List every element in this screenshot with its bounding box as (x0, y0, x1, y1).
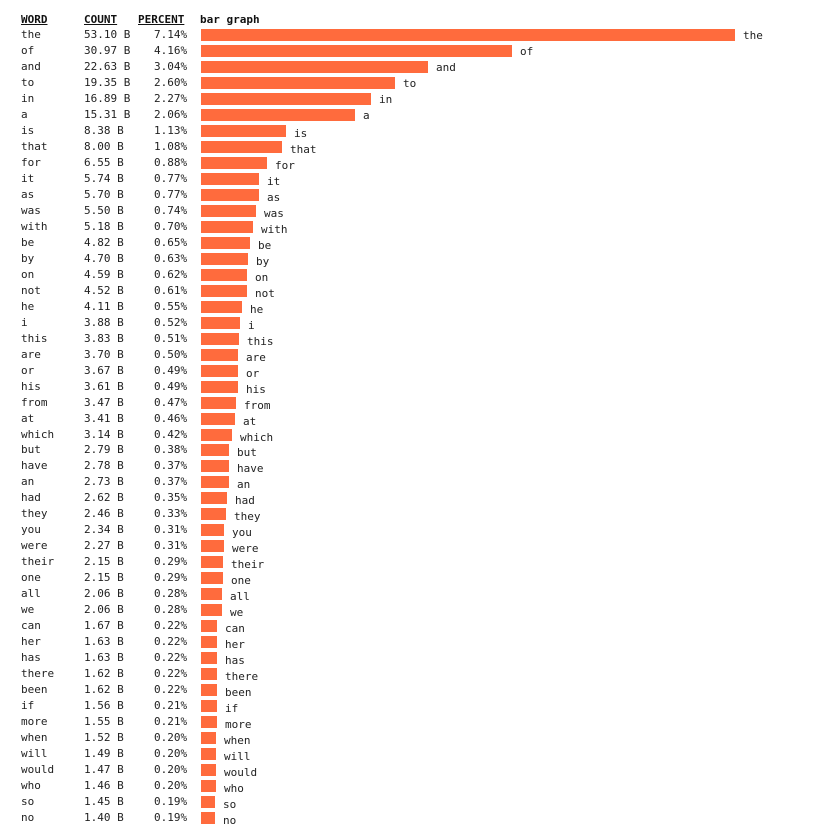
row-percent: 2.60% (154, 76, 188, 89)
row-word: have (21, 459, 48, 472)
row-word: with (21, 220, 48, 233)
bar-label: is (294, 127, 308, 140)
bar-that (201, 141, 282, 153)
row-word: if (21, 699, 35, 712)
bar-label: their (231, 558, 265, 571)
row-count: 3.61 B (84, 380, 124, 393)
row-count: 5.70 B (84, 188, 124, 201)
bar-not (201, 285, 247, 297)
bar-they (201, 508, 226, 520)
bar-label: they (234, 510, 261, 523)
row-percent: 0.74% (154, 204, 188, 217)
row-count: 2.46 B (84, 507, 124, 520)
row-word: so (21, 795, 35, 808)
row-percent: 0.22% (154, 651, 188, 664)
row-count: 1.45 B (84, 795, 124, 808)
bar-label: the (743, 29, 763, 42)
header-word: WORD (21, 13, 48, 26)
bar-label: a (363, 109, 370, 122)
bar-label: with (261, 223, 288, 236)
row-percent: 0.29% (154, 555, 188, 568)
bar-label: this (247, 335, 274, 348)
row-percent: 0.62% (154, 268, 188, 281)
row-word: can (21, 619, 41, 632)
bar-label: we (230, 606, 244, 619)
bar-has (201, 652, 217, 664)
row-word: no (21, 811, 35, 824)
row-percent: 0.42% (154, 428, 188, 441)
bar-label: was (264, 207, 284, 220)
bar-label: from (244, 399, 271, 412)
row-percent: 0.20% (154, 731, 188, 744)
row-count: 2.15 B (84, 571, 124, 584)
row-count: 2.06 B (84, 587, 124, 600)
bar-label: would (224, 766, 258, 779)
row-word: he (21, 300, 35, 313)
bar-label: are (246, 351, 266, 364)
row-word: his (21, 380, 41, 393)
bar-the (201, 29, 735, 41)
bar-one (201, 572, 223, 584)
bar-all (201, 588, 222, 600)
bar-label: so (223, 798, 237, 811)
row-word: to (21, 76, 35, 89)
bar-label: he (250, 303, 264, 316)
row-word: more (21, 715, 48, 728)
row-count: 5.50 B (84, 204, 124, 217)
row-count: 4.59 B (84, 268, 124, 281)
bar-label: have (237, 462, 264, 475)
row-word: had (21, 491, 41, 504)
bar-is (201, 125, 286, 137)
row-count: 5.74 B (84, 172, 124, 185)
bar-have (201, 460, 229, 472)
bar-label: be (258, 239, 272, 252)
bar-label: an (237, 478, 251, 491)
row-count: 8.00 B (84, 140, 124, 153)
bar-label: which (240, 431, 274, 444)
bar-label: in (379, 93, 393, 106)
row-percent: 0.22% (154, 619, 188, 632)
row-percent: 0.88% (154, 156, 188, 169)
row-percent: 0.52% (154, 316, 188, 329)
bar-as (201, 189, 259, 201)
row-word: not (21, 284, 41, 297)
row-percent: 0.77% (154, 188, 188, 201)
row-word: it (21, 172, 35, 185)
bar-label: that (290, 143, 317, 156)
row-count: 2.62 B (84, 491, 124, 504)
bar-label: as (267, 191, 281, 204)
bar-label: on (255, 271, 269, 284)
row-percent: 0.55% (154, 300, 188, 313)
bar-label: it (267, 175, 281, 188)
row-word: her (21, 635, 41, 648)
row-percent: 0.61% (154, 284, 188, 297)
row-count: 1.40 B (84, 811, 124, 824)
bar-label: no (223, 814, 237, 827)
row-percent: 0.38% (154, 443, 188, 456)
row-count: 2.27 B (84, 539, 124, 552)
row-percent: 0.28% (154, 603, 188, 616)
row-word: of (21, 44, 35, 57)
row-word: are (21, 348, 41, 361)
row-percent: 0.51% (154, 332, 188, 345)
bar-it (201, 173, 259, 185)
row-percent: 0.31% (154, 523, 188, 536)
row-count: 3.83 B (84, 332, 124, 345)
bar-to (201, 77, 395, 89)
bar-her (201, 636, 217, 648)
bar-we (201, 604, 222, 616)
row-count: 1.49 B (84, 747, 124, 760)
row-word: all (21, 587, 41, 600)
row-count: 4.70 B (84, 252, 124, 265)
row-word: in (21, 92, 35, 105)
bar-from (201, 397, 236, 409)
row-word: but (21, 443, 41, 456)
row-count: 1.47 B (84, 763, 124, 776)
bar-label: to (403, 77, 417, 90)
row-percent: 0.35% (154, 491, 188, 504)
bar-who (201, 780, 216, 792)
row-count: 2.15 B (84, 555, 124, 568)
row-count: 4.52 B (84, 284, 124, 297)
bar-or (201, 365, 238, 377)
row-count: 3.88 B (84, 316, 124, 329)
bar-was (201, 205, 256, 217)
row-word: as (21, 188, 35, 201)
row-count: 1.63 B (84, 635, 124, 648)
row-word: the (21, 28, 41, 41)
bar-so (201, 796, 215, 808)
bar-label: will (224, 750, 251, 763)
bar-label: and (436, 61, 456, 74)
row-percent: 1.08% (154, 140, 188, 153)
bar-if (201, 700, 217, 712)
row-count: 2.79 B (84, 443, 124, 456)
row-count: 2.78 B (84, 459, 124, 472)
row-word: has (21, 651, 41, 664)
row-word: by (21, 252, 35, 265)
bar-this (201, 333, 239, 345)
bar-will (201, 748, 216, 760)
row-percent: 0.37% (154, 475, 188, 488)
row-count: 30.97 B (84, 44, 131, 57)
row-percent: 0.77% (154, 172, 188, 185)
header-percent: PERCENT (138, 13, 185, 26)
row-word: i (21, 316, 28, 329)
row-count: 1.55 B (84, 715, 124, 728)
row-count: 2.06 B (84, 603, 124, 616)
bar-in (201, 93, 371, 105)
bar-label: for (275, 159, 295, 172)
bar-label: but (237, 446, 257, 459)
row-word: which (21, 428, 55, 441)
bar-label: who (224, 782, 244, 795)
row-count: 4.11 B (84, 300, 124, 313)
row-count: 1.46 B (84, 779, 124, 792)
row-percent: 0.37% (154, 459, 188, 472)
bar-label: if (225, 702, 239, 715)
row-count: 2.73 B (84, 475, 124, 488)
bar-label: by (256, 255, 270, 268)
bar-label: been (225, 686, 252, 699)
bar-an (201, 476, 229, 488)
bar-label: more (225, 718, 252, 731)
bar-he (201, 301, 242, 313)
row-word: they (21, 507, 48, 520)
row-count: 1.67 B (84, 619, 124, 632)
bar-are (201, 349, 238, 361)
bar-label: i (248, 319, 255, 332)
row-percent: 0.46% (154, 412, 188, 425)
row-count: 3.41 B (84, 412, 124, 425)
row-word: is (21, 124, 35, 137)
row-count: 1.56 B (84, 699, 124, 712)
row-count: 2.34 B (84, 523, 124, 536)
row-word: when (21, 731, 48, 744)
row-count: 1.52 B (84, 731, 124, 744)
row-percent: 0.20% (154, 779, 188, 792)
bar-no (201, 812, 215, 824)
row-word: you (21, 523, 41, 536)
row-percent: 0.22% (154, 635, 188, 648)
row-word: for (21, 156, 41, 169)
row-percent: 0.65% (154, 236, 188, 249)
bar-label: of (520, 45, 534, 58)
row-word: from (21, 396, 48, 409)
row-count: 22.63 B (84, 60, 131, 73)
bar-of (201, 45, 512, 57)
row-percent: 0.70% (154, 220, 188, 233)
row-percent: 0.33% (154, 507, 188, 520)
row-count: 53.10 B (84, 28, 131, 41)
row-word: their (21, 555, 55, 568)
row-word: will (21, 747, 48, 760)
bar-label: or (246, 367, 260, 380)
bar-label: not (255, 287, 275, 300)
row-count: 3.14 B (84, 428, 124, 441)
bar-with (201, 221, 253, 233)
header-bar-graph: bar graph (200, 13, 260, 26)
row-count: 3.67 B (84, 364, 124, 377)
row-word: one (21, 571, 41, 584)
bar-would (201, 764, 216, 776)
row-percent: 0.28% (154, 587, 188, 600)
row-percent: 0.50% (154, 348, 188, 361)
row-percent: 2.27% (154, 92, 188, 105)
row-count: 1.63 B (84, 651, 124, 664)
row-word: this (21, 332, 48, 345)
row-percent: 4.16% (154, 44, 188, 57)
row-word: there (21, 667, 55, 680)
row-word: an (21, 475, 35, 488)
row-percent: 0.49% (154, 364, 188, 377)
row-percent: 0.20% (154, 763, 188, 776)
bar-there (201, 668, 217, 680)
row-count: 5.18 B (84, 220, 124, 233)
row-percent: 0.19% (154, 811, 188, 824)
bar-label: when (224, 734, 251, 747)
bar-for (201, 157, 267, 169)
row-word: was (21, 204, 41, 217)
row-percent: 0.20% (154, 747, 188, 760)
row-percent: 0.21% (154, 699, 188, 712)
bar-label: you (232, 526, 252, 539)
row-count: 3.47 B (84, 396, 124, 409)
bar-can (201, 620, 217, 632)
bar-their (201, 556, 223, 568)
row-percent: 0.29% (154, 571, 188, 584)
bar-but (201, 444, 229, 456)
bar-which (201, 429, 232, 441)
row-percent: 2.06% (154, 108, 188, 121)
row-word: we (21, 603, 35, 616)
bar-had (201, 492, 227, 504)
row-word: who (21, 779, 41, 792)
row-percent: 7.14% (154, 28, 188, 41)
row-count: 4.82 B (84, 236, 124, 249)
bar-i (201, 317, 240, 329)
row-count: 19.35 B (84, 76, 131, 89)
bar-and (201, 61, 428, 73)
row-count: 16.89 B (84, 92, 131, 105)
bar-by (201, 253, 248, 265)
header-count: COUNT (84, 13, 118, 26)
bar-more (201, 716, 217, 728)
bar-a (201, 109, 355, 121)
row-word: would (21, 763, 55, 776)
bar-label: all (230, 590, 250, 603)
row-percent: 0.47% (154, 396, 188, 409)
bar-label: one (231, 574, 251, 587)
bar-label: her (225, 638, 245, 651)
row-word: on (21, 268, 35, 281)
row-percent: 3.04% (154, 60, 188, 73)
row-percent: 0.19% (154, 795, 188, 808)
row-count: 3.70 B (84, 348, 124, 361)
row-percent: 1.13% (154, 124, 188, 137)
row-percent: 0.63% (154, 252, 188, 265)
row-percent: 0.22% (154, 683, 188, 696)
bar-label: has (225, 654, 245, 667)
row-word: were (21, 539, 48, 552)
row-count: 6.55 B (84, 156, 124, 169)
bar-when (201, 732, 216, 744)
bar-label: there (225, 670, 259, 683)
bar-at (201, 413, 235, 425)
bar-label: had (235, 494, 255, 507)
bar-on (201, 269, 247, 281)
row-word: and (21, 60, 41, 73)
bar-been (201, 684, 217, 696)
bar-label: his (246, 383, 266, 396)
row-word: been (21, 683, 48, 696)
row-word: at (21, 412, 35, 425)
row-percent: 0.49% (154, 380, 188, 393)
row-word: that (21, 140, 48, 153)
row-word: be (21, 236, 35, 249)
bar-be (201, 237, 250, 249)
row-word: or (21, 364, 35, 377)
row-count: 15.31 B (84, 108, 131, 121)
bar-were (201, 540, 224, 552)
row-count: 8.38 B (84, 124, 124, 137)
bar-his (201, 381, 238, 393)
row-word: a (21, 108, 28, 121)
bar-you (201, 524, 224, 536)
bar-label: at (243, 415, 257, 428)
row-percent: 0.31% (154, 539, 188, 552)
row-percent: 0.22% (154, 667, 188, 680)
bar-label: can (225, 622, 245, 635)
bar-label: were (232, 542, 259, 555)
row-count: 1.62 B (84, 667, 124, 680)
row-count: 1.62 B (84, 683, 124, 696)
row-percent: 0.21% (154, 715, 188, 728)
